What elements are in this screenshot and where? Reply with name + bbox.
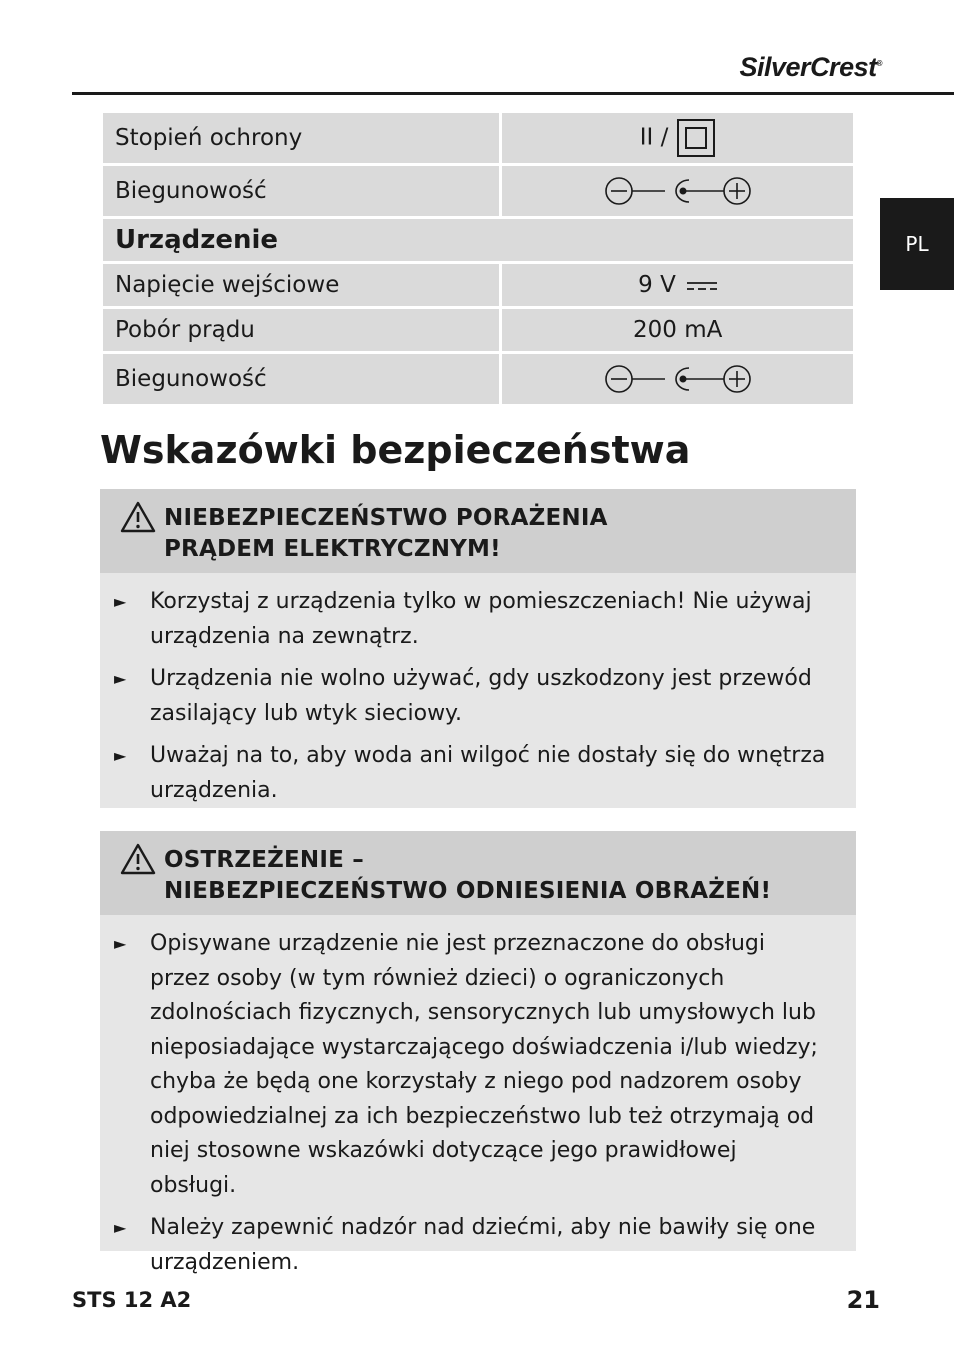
warning-list [100, 573, 856, 822]
list-item [114, 739, 826, 808]
arrow-right-icon: ► [114, 934, 127, 953]
section-title: Wskazówki bezpieczeństwa [100, 428, 691, 472]
spec-row-polarity-1 [103, 166, 853, 216]
spec-row-polarity-2 [103, 354, 853, 404]
warning-heading-line2: PRĄDEM ELEKTRYCZNYM! [164, 536, 501, 562]
warning-box-electric-shock [100, 489, 856, 808]
list-item [114, 1211, 826, 1280]
warning-box-injury [100, 831, 856, 1275]
warning-triangle-icon [120, 843, 156, 875]
warning-heading [100, 831, 856, 915]
list-item-text: Korzystaj z urządzenia tylko w pomieszczeniach! Nie używaj urządzenia na zewnątrz. [150, 589, 812, 649]
header-divider [72, 92, 954, 95]
warning-heading-line1: NIEBEZPIECZEŃSTWO PORAŻENIA [164, 505, 608, 531]
spec-row-protection [103, 113, 853, 163]
list-item-text: Urządzenia nie wolno używać, gdy uszkodzony jest przewód zasilający lub wtyk sieciowy. [150, 666, 812, 726]
arrow-right-icon: ► [114, 1218, 127, 1237]
direct-current-icon [687, 281, 717, 291]
spec-label: Stopień ochrony [103, 113, 499, 163]
arrow-right-icon: ► [114, 746, 127, 765]
spec-value [502, 166, 853, 216]
list-item-text: Opisywane urządzenie nie jest przeznaczone do obsługi przez osoby (w tym również dzieci) o ograniczonych zdolnościach fizycznych, sensorycznych lub umysłowych lub nieposiadające wystarczającego doświadczenia i/lub wiedzy; chyba że będą one korzystały z niego pod nadzorem osoby odpowiedzialnej za ich bezpieczeństwo lub też otrzymają od niej stosowne wskazówki dotyczące jego prawidłowej obsługi. [150, 931, 818, 1198]
spec-value [502, 264, 853, 306]
protection-class-text: II / [639, 124, 669, 151]
language-tab: PL [880, 198, 954, 290]
list-item [114, 662, 826, 731]
voltage-text: 9 V [638, 272, 676, 298]
warning-heading-line1: OSTRZEŻENIE – [164, 847, 364, 873]
spec-row-voltage [103, 264, 853, 306]
warning-heading-line2: NIEBEZPIECZEŃSTWO ODNIESIENIA OBRAŻEŃ! [164, 878, 772, 904]
warning-heading [100, 489, 856, 573]
warning-list [100, 915, 856, 1294]
polarity-center-positive-icon [603, 362, 753, 396]
spec-row-section [103, 219, 853, 261]
spec-label: Biegunowość [103, 166, 499, 216]
spec-value: 200 mA [502, 309, 853, 351]
brand-reg-mark: ® [876, 59, 882, 68]
spec-label: Pobór prądu [103, 309, 499, 351]
protection-class-ii-icon [676, 118, 716, 158]
brand-logo [740, 52, 883, 83]
spec-label: Biegunowość [103, 354, 499, 404]
spec-table [100, 110, 856, 407]
spec-section-heading: Urządzenie [103, 219, 853, 261]
polarity-center-positive-icon [603, 174, 753, 208]
page-number: 21 [846, 1286, 880, 1314]
spec-value [502, 354, 853, 404]
list-item-text: Uważaj na to, aby woda ani wilgoć nie dostały się do wnętrza urządzenia. [150, 743, 826, 803]
arrow-right-icon: ► [114, 592, 127, 611]
warning-triangle-icon [120, 501, 156, 533]
footer-model: STS 12 A2 [72, 1288, 192, 1312]
spec-row-current [103, 309, 853, 351]
arrow-right-icon: ► [114, 669, 127, 688]
brand-logo-part1: Silver [739, 52, 811, 82]
spec-value [502, 113, 853, 163]
list-item-text: Należy zapewnić nadzór nad dziećmi, aby nie bawiły się one urządzeniem. [150, 1215, 816, 1275]
list-item [114, 927, 826, 1203]
list-item [114, 585, 826, 654]
spec-label: Napięcie wejściowe [103, 264, 499, 306]
brand-logo-part2: Crest [810, 52, 877, 82]
